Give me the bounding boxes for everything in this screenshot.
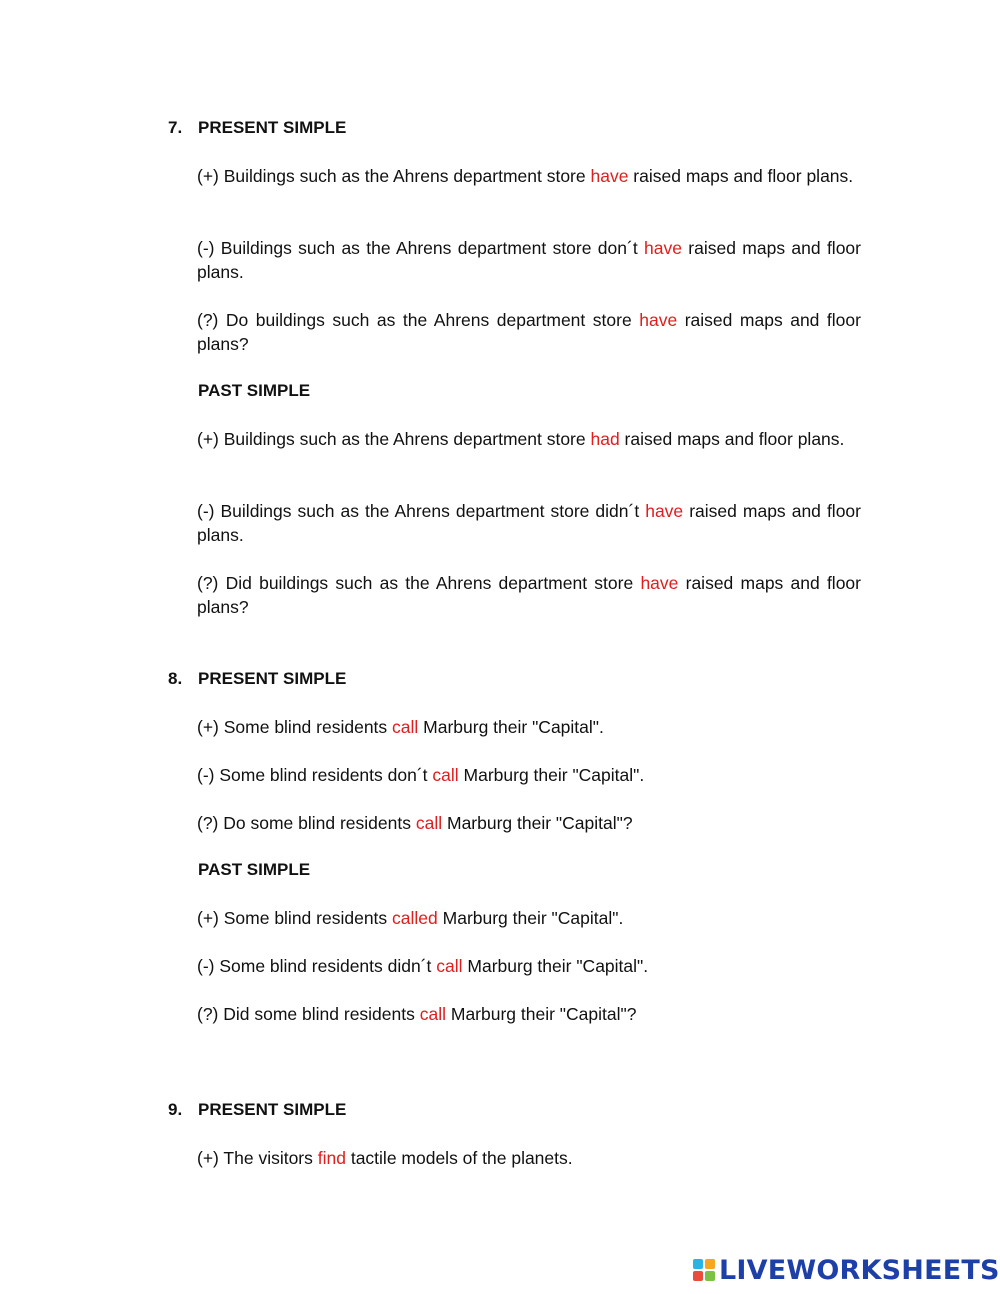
sentence-question: (?) Did buildings such as the Ahrens department store have raised maps and floor plans?	[197, 573, 861, 617]
sentence-question: (?) Did some blind residents call Marburg their "Capital"?	[197, 1004, 637, 1024]
sentence-negative: (-) Buildings such as the Ahrens department store don´t have raised maps and floor plans.	[197, 238, 861, 282]
past-simple-heading: PAST SIMPLE	[198, 381, 311, 400]
sentence-negative: (-) Buildings such as the Ahrens department store didn´t have raised maps and floor plans.	[197, 501, 861, 545]
verb: had	[590, 429, 620, 449]
exercise-number: 7.	[168, 118, 183, 137]
sentence-question: (?) Do some blind residents call Marburg their "Capital"?	[197, 813, 633, 833]
verb: have	[590, 166, 629, 186]
verb: call	[432, 765, 459, 785]
verb: call	[392, 717, 419, 737]
sentence-affirmative: (+) Buildings such as the Ahrens department store had raised maps and floor plans.	[197, 429, 845, 449]
sentence-negative: (-) Some blind residents didn´t call Marburg their "Capital".	[197, 956, 649, 976]
exercise-number: 9.	[168, 1100, 183, 1119]
sentence-affirmative: (+) Buildings such as the Ahrens department store have raised maps and floor plans.	[197, 166, 854, 186]
verb: call	[436, 956, 463, 976]
verb: called	[392, 908, 438, 928]
verb: find	[317, 1148, 346, 1168]
sentence-negative: (-) Some blind residents don´t call Marburg their "Capital".	[197, 765, 645, 785]
logo-text: LIVEWORKSHEETS	[719, 1254, 1000, 1286]
present-simple-heading: PRESENT SIMPLE	[198, 1100, 347, 1119]
exercise-number: 8.	[168, 669, 183, 688]
verb: call	[419, 1004, 446, 1024]
verb: have	[640, 573, 679, 593]
liveworksheets-logo[interactable]	[693, 1255, 1000, 1285]
verb: have	[645, 501, 684, 521]
sentence-affirmative: (+) Some blind residents call Marburg their "Capital".	[197, 717, 604, 737]
verb: have	[639, 310, 678, 330]
sentence-question: (?) Do buildings such as the Ahrens department store have raised maps and floor plans?	[197, 310, 861, 354]
present-simple-heading: PRESENT SIMPLE	[198, 669, 347, 688]
verb: have	[644, 238, 682, 258]
verb: call	[415, 813, 443, 833]
sentence-affirmative: (+) Some blind residents called Marburg their "Capital".	[197, 908, 624, 928]
past-simple-heading: PAST SIMPLE	[198, 860, 311, 879]
liveworksheets-logo-icon	[693, 1259, 715, 1281]
sentence-affirmative: (+) The visitors find tactile models of the planets.	[197, 1148, 573, 1168]
present-simple-heading: PRESENT SIMPLE	[198, 118, 347, 137]
